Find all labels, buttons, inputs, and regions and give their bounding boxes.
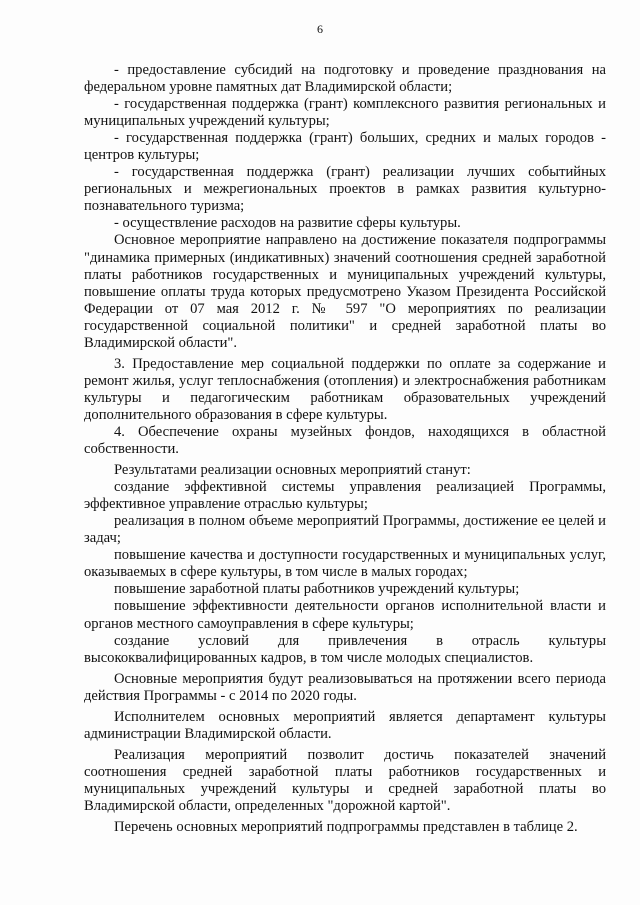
paragraph-executor: Исполнителем основных мероприятий является департамент культуры администрации Владимирской области. (84, 708, 606, 742)
paragraph-culture-expenses: - осуществление расходов на развитие сферы культуры. (114, 215, 461, 232)
paragraph-item-4-museum-protection: 4. Обеспечение охраны музейных фондов, находящихся в областной собственности. (84, 423, 606, 458)
paragraph-main-measure-indicator: Основное мероприятие направлено на достижение показателя подпрограммы "динамика примерных (индикативных) значений соотношения средней заработной платы работников государственных и муниципальных учреждений культуры, повышение оплаты труда которых предусмотрено Указом Президента Российской Федерации от 07 мая 2012 г. № 597 "О мероприятиях по реализации государственной социальной политики" и средней заработной платы во Владимирской области". (84, 232, 606, 351)
paragraph-grant-event-projects: - государственная поддержка (грант) реализации лучших событийных региональных и межрегиональных проектов в рамках развития культурно-познавательного туризма; (84, 164, 606, 215)
paragraph-result-full-implementation: реализация в полном объеме мероприятий Программы, достижение ее целей и задач; (84, 513, 606, 547)
paragraph-grant-culture-cities: - государственная поддержка (грант) больших, средних и малых городов - центров культуры; (84, 130, 606, 164)
paragraph-subsidies-memorial-dates: - предоставление субсидий на подготовку и проведение празднования на федеральном уровне памятных дат Владимирской области; (84, 62, 606, 96)
paragraph-result-authority-efficiency: повышение эффективности деятельности органов исполнительной власти и органов местного самоуправления в сфере культуры; (84, 598, 606, 632)
paragraph-result-qualified-staff: создание условий для привлечения в отрасль культуры высококвалифицированных кадров, в том числе молодых специалистов. (84, 632, 606, 666)
paragraph-table-reference: Перечень основных мероприятий подпрограммы представлен в таблице 2. (114, 819, 578, 836)
paragraph-salary-ratio-targets: Реализация мероприятий позволит достичь показателей значений соотношения средней заработной платы работников государственных и муниципальных учреждений культуры и средней заработной платы во Владимирской области, определенных "дорожной картой". (84, 746, 606, 814)
paragraph-implementation-period: Основные мероприятия будут реализовываться на протяжении всего периода действия Программы - с 2014 по 2020 годы. (84, 670, 606, 704)
paragraph-item-3-social-support: 3. Предоставление мер социальной поддержки по оплате за содержание и ремонт жилья, услуг теплоснабжения (отопления) и электроснабжения работникам культуры и педагогическим работникам образовательных учреждений дополнительного образования в сфере культуры. (84, 355, 606, 423)
paragraph-results-intro: Результатами реализации основных мероприятий станут: (114, 462, 471, 479)
paragraph-result-management-system: создание эффективной системы управления реализацией Программы, эффективное управление отраслью культуры; (84, 479, 606, 513)
paragraph-grant-complex-development: - государственная поддержка (грант) комплексного развития региональных и муниципальных учреждений культуры; (84, 96, 606, 130)
document-body (84, 62, 606, 836)
paragraph-result-service-quality: повышение качества и доступности государственных и муниципальных услуг, оказываемых в сфере культуры, в том числе в малых городах; (84, 547, 606, 581)
page-number: 6 (317, 22, 323, 36)
paragraph-result-salary-increase: повышение заработной платы работников учреждений культуры; (114, 581, 520, 598)
